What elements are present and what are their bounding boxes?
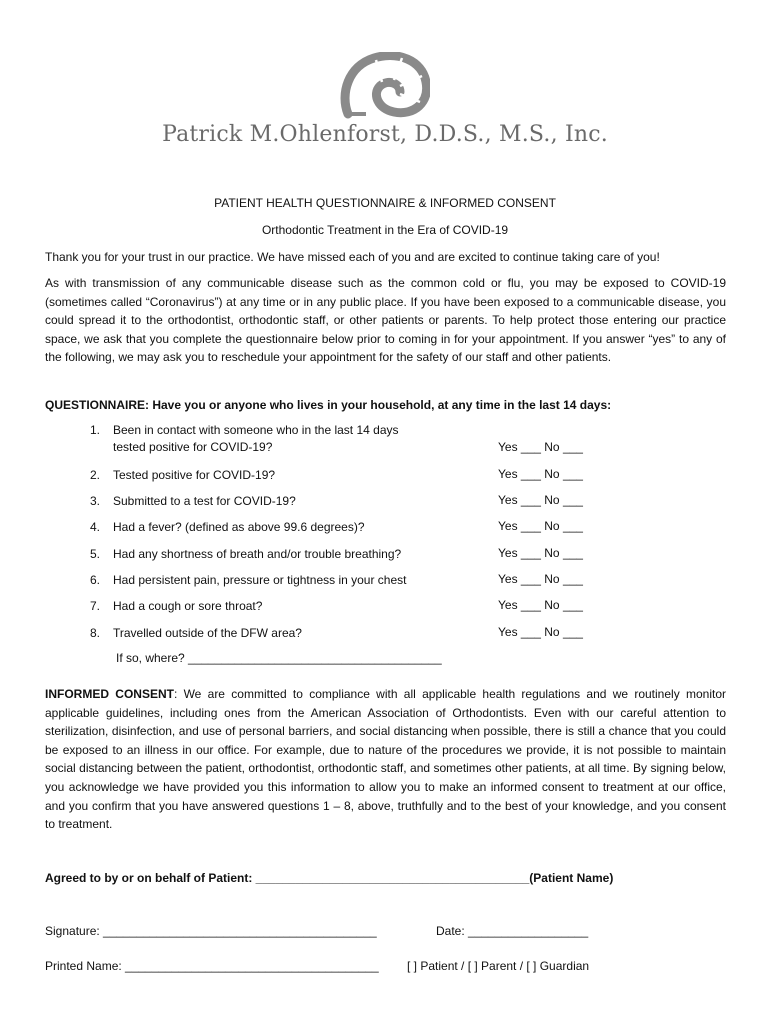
question-text: Submitted to a test for COVID-19?: [113, 494, 296, 508]
question-text: Had any shortness of breath and/or trouble breathing?: [113, 547, 402, 561]
questionnaire-heading-text: : Have you or anyone who lives in your household, at any time in the last 14 days:: [145, 398, 612, 412]
question-number: 3.: [90, 494, 101, 508]
questionnaire-label: QUESTIONNAIRE: [45, 398, 146, 412]
question-item-6: [90, 572, 420, 589]
consent-label: INFORMED CONSENT: [45, 687, 174, 701]
travel-location-field[interactable]: If so, where? ______________________________________: [116, 651, 442, 665]
practice-name: Patrick M.Ohlenforst, D.D.S., M.S., Inc.: [162, 122, 608, 147]
relation-checkboxes[interactable]: [ ] Patient / [ ] Parent / [ ] Guardian: [407, 959, 590, 973]
yes-no-6[interactable]: Yes ___ No ___: [498, 572, 583, 586]
yes-no-1[interactable]: Yes ___ No ___: [498, 440, 583, 454]
question-item-4: [90, 519, 420, 536]
question-number: 8.: [90, 626, 101, 640]
question-item-1: [90, 422, 420, 456]
question-text: Had a cough or sore throat?: [113, 599, 263, 613]
date-field[interactable]: Date: __________________: [436, 924, 589, 938]
consent-text: : We are committed to compliance with all applicable health regulations and we routinely monitor applicable guidelines, including ones from the American Association of Orthodontists. Even with our careful attention to sterilization, disinfection, and use of personal barriers, and social distancing when possible, there is still a chance that you could be exposed to an illness in our office. For example, due to nature of the procedures we provide, it is not possible to maintain social distancing between the patient, orthodontist, orthodontic staff, and sometimes other patients, at all time. By signing below, you acknowledge we have provided you this information to allow you to make an informed consent to treatment at our office, and you confirm that you have answered questions 1 – 8, above, truthfully and to the best of your knowledge, and you consent to treatment.: [45, 687, 726, 832]
question-text: Been in contact with someone who in the last 14 days tested positive for COVID-19?: [113, 423, 399, 454]
question-number: 5.: [90, 547, 101, 561]
document-subtitle: Orthodontic Treatment in the Era of COVID-19: [261, 223, 509, 237]
question-text: Tested positive for COVID-19?: [113, 468, 276, 482]
patient-name-field[interactable]: Agreed to by or on behalf of Patient: _________________________________________(Patient Name): [45, 871, 614, 885]
question-item-2: [90, 467, 420, 484]
yes-no-7[interactable]: Yes ___ No ___: [498, 598, 583, 612]
printed-name-field[interactable]: Printed Name: ______________________________________: [45, 959, 379, 973]
document-title: PATIENT HEALTH QUESTIONNAIRE & INFORMED CONSENT: [214, 196, 556, 210]
yes-no-4[interactable]: Yes ___ No ___: [498, 519, 583, 533]
question-number: 2.: [90, 468, 101, 482]
question-item-5: [90, 546, 420, 563]
yes-no-2[interactable]: Yes ___ No ___: [498, 467, 583, 481]
thanks-text: Thank you for your trust in our practice. We have missed each of you and are excited to continue taking care of you!: [45, 250, 660, 264]
question-number: 4.: [90, 520, 101, 534]
yes-no-5[interactable]: Yes ___ No ___: [498, 546, 583, 560]
signature-field[interactable]: Signature: _________________________________________: [45, 924, 377, 938]
questionnaire-heading: [45, 396, 726, 415]
question-text: Had a fever? (defined as above 99.6 degrees)?: [113, 520, 365, 534]
question-number: 1.: [90, 423, 101, 437]
question-item-7: [90, 598, 420, 615]
yes-no-8[interactable]: Yes ___ No ___: [498, 625, 583, 639]
question-number: 6.: [90, 573, 101, 587]
question-item-8: [90, 625, 420, 642]
question-item-3: [90, 493, 420, 510]
yes-no-3[interactable]: Yes ___ No ___: [498, 493, 583, 507]
question-text: Travelled outside of the DFW area?: [113, 626, 302, 640]
intro-paragraph: As with transmission of any communicable disease such as the common cold or flu, you may be exposed to COVID-19 (sometimes called “Coronavirus”) at any time or in any public place. If you have been exposed to a communicable disease, you could spread it to the orthodontist, orthodontic staff, or other patients or parents. To help protect those entering our practice space, we ask that you complete the questionnaire below prior to coming in for your appointment. If you answer “yes” to any of the following, we may ask you to reschedule your appointment for the safety of our staff and other patients.: [45, 276, 726, 365]
consent-paragraph: [45, 685, 726, 834]
question-number: 7.: [90, 599, 101, 613]
question-text: Had persistent pain, pressure or tightness in your chest: [113, 573, 407, 587]
nautilus-logo-icon: [338, 52, 430, 122]
